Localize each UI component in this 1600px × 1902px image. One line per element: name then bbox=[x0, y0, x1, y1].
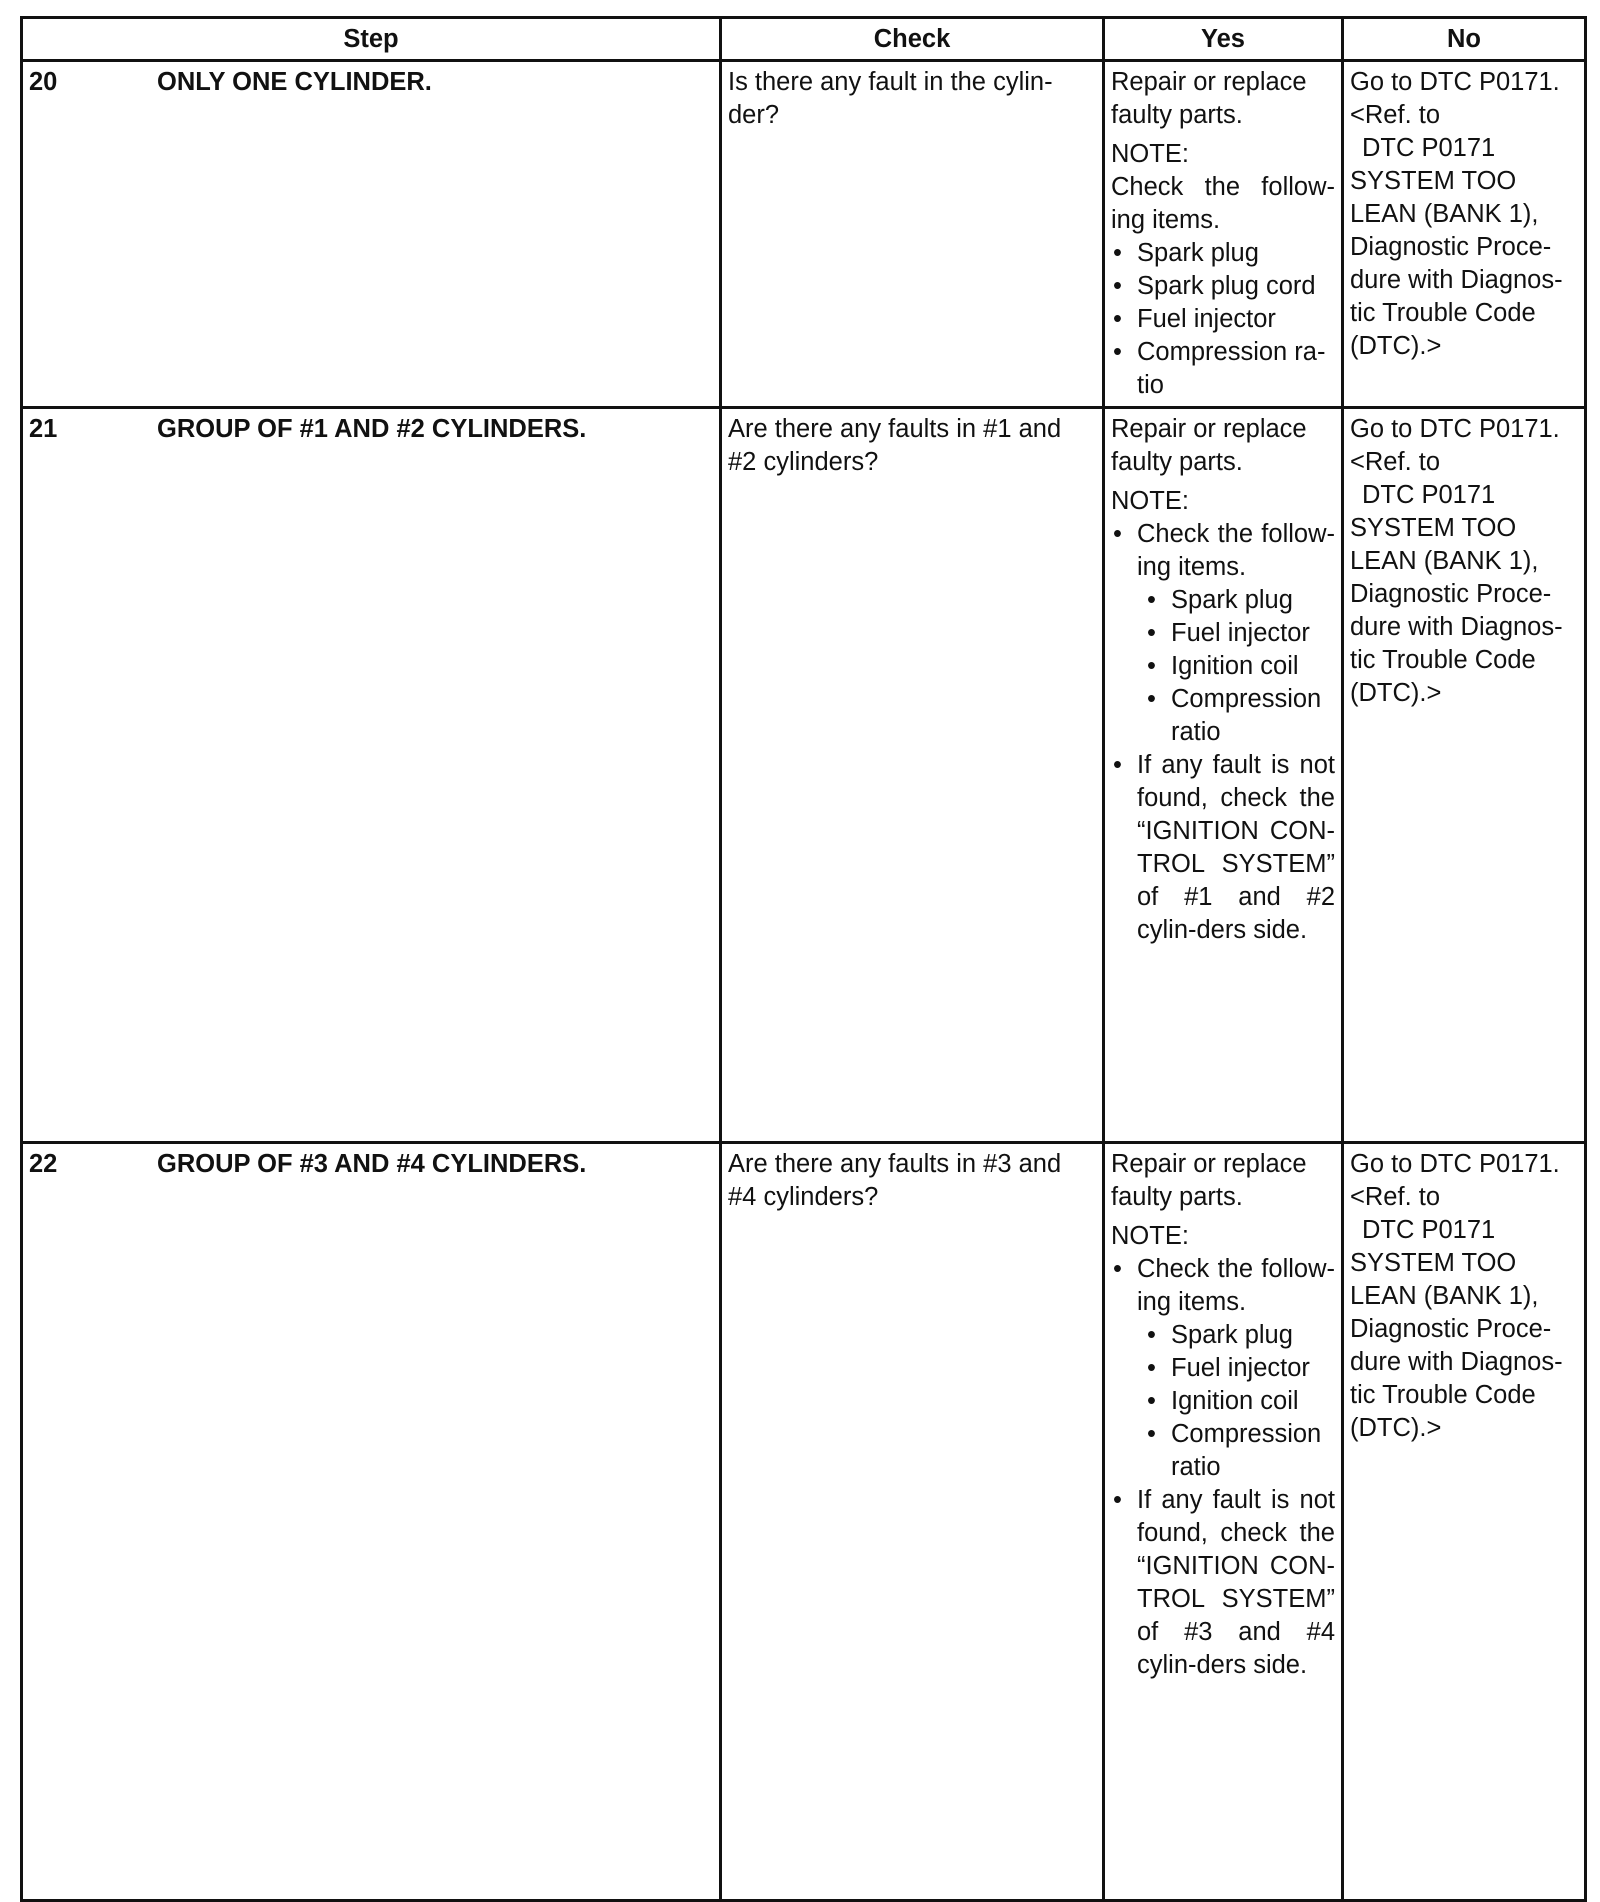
check-cell bbox=[721, 1143, 1104, 1901]
list-item: • Spark plug cord bbox=[1111, 270, 1335, 303]
yes-action: Repair or replace faulty parts. bbox=[1111, 1150, 1307, 1211]
note-label: NOTE: bbox=[1111, 487, 1189, 515]
note-label: NOTE: bbox=[1111, 1222, 1189, 1250]
note-list-extra bbox=[1111, 749, 1335, 947]
list-item: • If any fault is not found, check the “IGNITION CON-TROL SYSTEM” of #3 and #4 cylin-ders side. bbox=[1111, 1484, 1335, 1682]
list-item: • Compression ratio bbox=[1111, 683, 1335, 749]
check-items-list bbox=[1111, 1319, 1335, 1484]
note-intro: • Check the follow-ing items. bbox=[1137, 1255, 1335, 1316]
no-action: Go to DTC P0171. bbox=[1350, 1150, 1560, 1178]
yes-cell bbox=[1104, 408, 1343, 1143]
no-cell bbox=[1343, 61, 1586, 408]
step-cell bbox=[22, 61, 721, 408]
table-row bbox=[22, 408, 1586, 1143]
check-text: Are there any faults in #1 and #2 cylinders? bbox=[728, 415, 1062, 476]
check-items-list bbox=[1111, 584, 1335, 749]
no-cell bbox=[1343, 408, 1586, 1143]
step-number: 21 bbox=[29, 415, 58, 443]
yes-action: Repair or replace faulty parts. bbox=[1111, 415, 1307, 476]
header-no: No bbox=[1343, 18, 1586, 61]
ref-open: <Ref. to bbox=[1350, 101, 1441, 129]
note-label: NOTE: bbox=[1111, 140, 1189, 168]
ref-code: DTC P0171 bbox=[1362, 1216, 1496, 1244]
check-text: Are there any faults in #3 and #4 cylinders? bbox=[728, 1150, 1062, 1211]
step-number: 22 bbox=[29, 1150, 58, 1178]
step-title: GROUP OF #3 AND #4 CYLINDERS. bbox=[157, 1150, 587, 1178]
list-item: • Spark plug bbox=[1111, 237, 1335, 270]
list-item: • Spark plug bbox=[1111, 584, 1335, 617]
list-item: • Fuel injector bbox=[1111, 303, 1335, 336]
yes-cell bbox=[1104, 1143, 1343, 1901]
note-intro: • Check the follow-ing items. bbox=[1137, 520, 1335, 581]
ref-text: SYSTEM TOO LEAN (BANK 1), Diagnostic Proce-dure with Diagnos-tic Trouble Code (DTC).> bbox=[1350, 514, 1563, 707]
ref-text: SYSTEM TOO LEAN (BANK 1), Diagnostic Proce-dure with Diagnos-tic Trouble Code (DTC).> bbox=[1350, 167, 1563, 360]
ref-code: DTC P0171 bbox=[1362, 481, 1496, 509]
list-item: • Compression ratio bbox=[1111, 1418, 1335, 1484]
table-header-row bbox=[22, 18, 1586, 61]
list-item: • Ignition coil bbox=[1111, 650, 1335, 683]
check-cell bbox=[721, 408, 1104, 1143]
header-yes: Yes bbox=[1104, 18, 1343, 61]
header-check: Check bbox=[721, 18, 1104, 61]
list-item bbox=[1111, 1253, 1335, 1319]
note-list bbox=[1111, 1253, 1335, 1319]
ref-text: SYSTEM TOO LEAN (BANK 1), Diagnostic Proce-dure with Diagnos-tic Trouble Code (DTC).> bbox=[1350, 1249, 1563, 1442]
ref-open: <Ref. to bbox=[1350, 448, 1441, 476]
note-list bbox=[1111, 518, 1335, 584]
check-cell bbox=[721, 61, 1104, 408]
list-item: • If any fault is not found, check the “IGNITION CON-TROL SYSTEM” of #1 and #2 cylin-ders side. bbox=[1111, 749, 1335, 947]
check-items-list bbox=[1111, 237, 1335, 402]
check-text: Is there any fault in the cylin-der? bbox=[728, 68, 1053, 129]
step-cell bbox=[22, 408, 721, 1143]
ref-open: <Ref. to bbox=[1350, 1183, 1441, 1211]
yes-action: Repair or replace faulty parts. bbox=[1111, 68, 1307, 129]
list-item: • Ignition coil bbox=[1111, 1385, 1335, 1418]
list-item: • Spark plug bbox=[1111, 1319, 1335, 1352]
step-title: GROUP OF #1 AND #2 CYLINDERS. bbox=[157, 415, 587, 443]
list-item: • Compression ra-tio bbox=[1111, 336, 1335, 402]
list-item: • Fuel injector bbox=[1111, 617, 1335, 650]
note-intro: Check the follow-ing items. bbox=[1111, 173, 1335, 234]
step-title: ONLY ONE CYLINDER. bbox=[157, 68, 432, 96]
step-cell bbox=[22, 1143, 721, 1901]
yes-cell bbox=[1104, 61, 1343, 408]
no-cell bbox=[1343, 1143, 1586, 1901]
header-step: Step bbox=[22, 18, 721, 61]
diagnostic-table bbox=[20, 16, 1587, 1902]
no-action: Go to DTC P0171. bbox=[1350, 415, 1560, 443]
table-row bbox=[22, 61, 1586, 408]
step-number: 20 bbox=[29, 68, 58, 96]
list-item bbox=[1111, 518, 1335, 584]
no-action: Go to DTC P0171. bbox=[1350, 68, 1560, 96]
table-row bbox=[22, 1143, 1586, 1901]
note-list-extra bbox=[1111, 1484, 1335, 1682]
ref-code: DTC P0171 bbox=[1362, 134, 1496, 162]
list-item: • Fuel injector bbox=[1111, 1352, 1335, 1385]
